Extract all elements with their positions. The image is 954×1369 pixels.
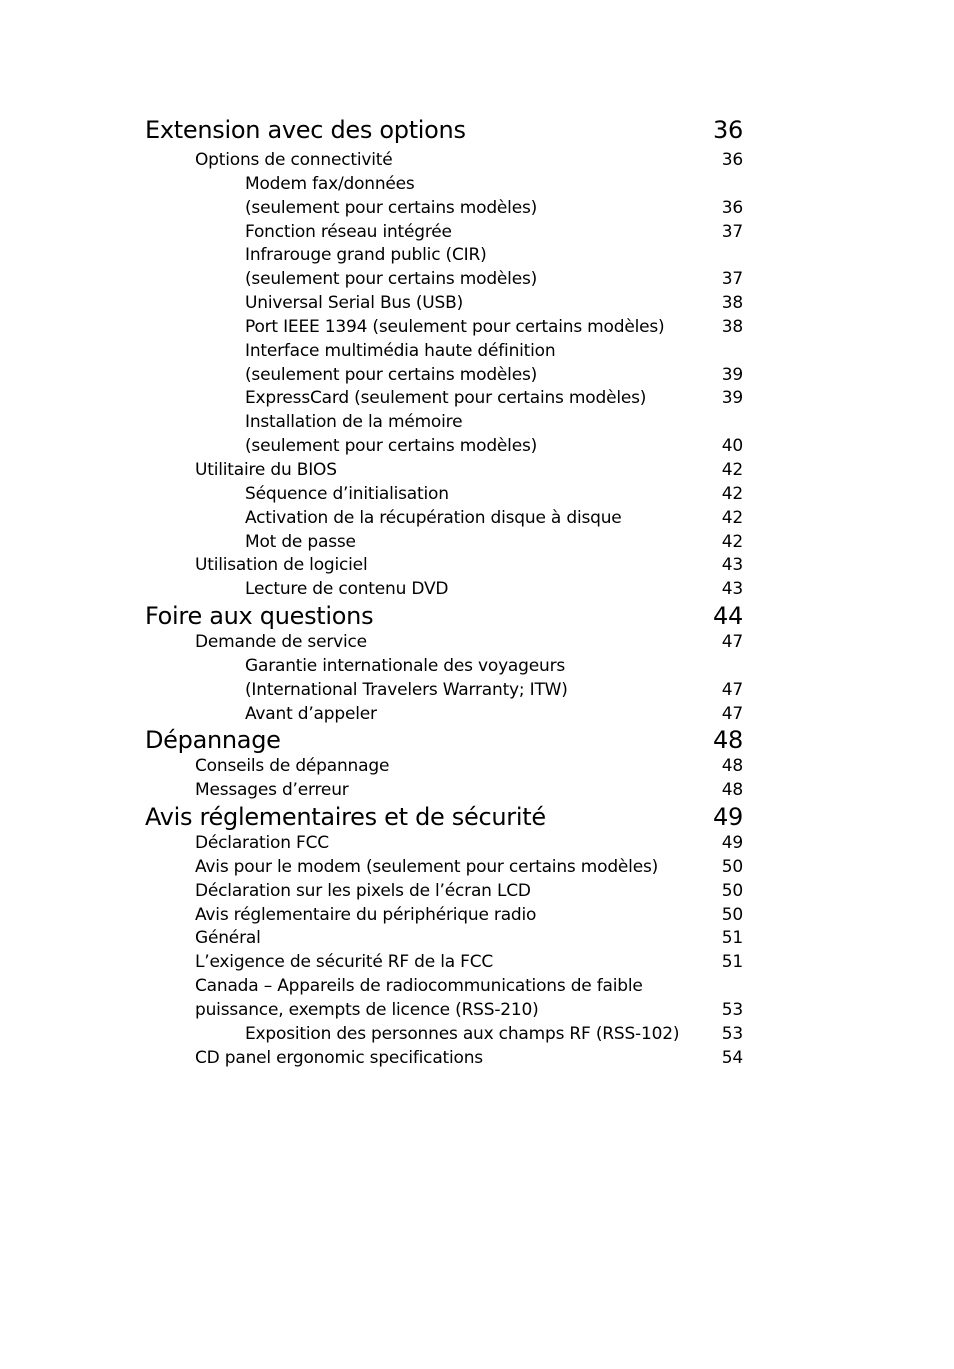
toc-entry[interactable]: [145, 483, 743, 507]
toc-entry[interactable]: [145, 507, 743, 531]
entry-title: Général: [195, 928, 261, 949]
page-number: 37: [721, 269, 743, 290]
entry-title: Conseils de dépannage: [195, 756, 390, 777]
entry-title: ExpressCard (seulement pour certains modèles): [245, 388, 647, 409]
page-number: 47: [721, 679, 743, 700]
entry-title: Déclaration sur les pixels de l’écran LCD: [195, 880, 531, 901]
entry-title: Canada – Appareils de radiocommunications de faible: [195, 976, 643, 997]
toc-entry[interactable]: [145, 340, 743, 364]
page-number: 54: [721, 1047, 743, 1068]
page-number: 47: [721, 632, 743, 653]
page-number: 51: [721, 952, 743, 973]
toc-section-heading[interactable]: [145, 602, 743, 631]
page-number: 49: [721, 833, 743, 854]
entry-title: Demande de service: [195, 632, 367, 653]
entry-title: (seulement pour certains modèles): [245, 364, 538, 385]
entry-title: Avant d’appeler: [245, 703, 377, 724]
page-number: 53: [721, 1000, 743, 1020]
page-number: 36: [721, 197, 743, 218]
toc-entry[interactable]: [145, 832, 743, 856]
entry-title: Avis pour le modem (seulement pour certains modèles): [195, 856, 659, 877]
entry-title: Interface multimédia haute définition: [245, 340, 556, 361]
entry-title: Exposition des personnes aux champs RF (RSS-102): [245, 1023, 680, 1044]
page-number: 43: [721, 579, 743, 600]
page-number: 37: [721, 221, 743, 242]
section-title: Avis réglementaires et de sécurité: [145, 803, 546, 832]
toc-entry[interactable]: [145, 316, 743, 340]
page-number: 47: [721, 703, 743, 724]
page-number: 39: [721, 364, 743, 385]
page-number: 36: [713, 116, 743, 144]
entry-title: Fonction réseau intégrée: [245, 221, 452, 242]
entry-title: Séquence d’initialisation: [245, 483, 449, 504]
entry-title: Mot de passe: [245, 531, 356, 552]
entry-title: (seulement pour certains modèles): [245, 436, 538, 457]
toc-section-heading[interactable]: [145, 116, 743, 149]
toc-entry[interactable]: [145, 387, 743, 411]
toc-entry[interactable]: [145, 927, 743, 951]
toc-entry[interactable]: [145, 221, 743, 245]
toc-entry[interactable]: [145, 1047, 743, 1071]
toc-entry[interactable]: [145, 578, 743, 602]
page-number: 38: [721, 293, 743, 314]
page-number: 48: [721, 756, 743, 777]
toc-entry[interactable]: [145, 435, 743, 459]
table-of-contents: [145, 116, 743, 1071]
page-number: 39: [721, 388, 743, 409]
page-number: 48: [721, 780, 743, 801]
toc-entry[interactable]: [145, 531, 743, 555]
section-title: Dépannage: [145, 726, 281, 755]
entry-title: (seulement pour certains modèles): [245, 197, 538, 218]
page-number: 53: [721, 1023, 743, 1044]
toc-entry[interactable]: [145, 904, 743, 928]
entry-title: Utilisation de logiciel: [195, 555, 368, 576]
toc-entry[interactable]: [145, 197, 743, 221]
section-title: Extension avec des options: [145, 116, 466, 144]
toc-section-heading[interactable]: [145, 726, 743, 755]
toc-entry[interactable]: [145, 779, 743, 803]
entry-title: Universal Serial Bus (USB): [245, 293, 464, 314]
page-number: 38: [721, 316, 743, 337]
entry-title: CD panel ergonomic specifications: [195, 1047, 483, 1068]
toc-entry[interactable]: [145, 411, 743, 435]
entry-title: Lecture de contenu DVD: [245, 579, 449, 600]
page-number: 36: [721, 150, 743, 170]
page-number: 40: [721, 436, 743, 457]
toc-section-heading[interactable]: [145, 803, 743, 832]
entry-title: puissance, exempts de licence (RSS-210): [195, 1000, 539, 1020]
toc-entry[interactable]: [145, 655, 743, 679]
entry-title: Infrarouge grand public (CIR): [245, 245, 487, 266]
toc-entry[interactable]: [145, 149, 743, 173]
toc-entry[interactable]: [145, 856, 743, 880]
page-number: 50: [721, 856, 743, 877]
entry-title: L’exigence de sécurité RF de la FCC: [195, 952, 494, 973]
entry-title: (seulement pour certains modèles): [245, 269, 538, 290]
page-number: 42: [721, 459, 743, 480]
entry-title: Port IEEE 1394 (seulement pour certains modèles): [245, 316, 665, 337]
entry-title: Messages d’erreur: [195, 780, 349, 801]
toc-entry[interactable]: [145, 244, 743, 268]
entry-title: Avis réglementaire du périphérique radio: [195, 904, 537, 925]
toc-entry[interactable]: [145, 364, 743, 388]
page-number: 43: [721, 555, 743, 576]
toc-entry[interactable]: [145, 1023, 743, 1047]
entry-title: Déclaration FCC: [195, 833, 329, 854]
entry-title: Utilitaire du BIOS: [195, 459, 337, 480]
page-number: 42: [721, 531, 743, 552]
toc-entry[interactable]: [145, 554, 743, 578]
toc-entry[interactable]: [145, 755, 743, 779]
page-number: 49: [713, 803, 743, 832]
toc-entry[interactable]: [145, 951, 743, 975]
entry-title: Garantie internationale des voyageurs: [245, 655, 566, 676]
toc-entry[interactable]: [145, 459, 743, 483]
page-number: 51: [721, 928, 743, 949]
page-number: 50: [721, 904, 743, 925]
toc-entry[interactable]: [145, 703, 743, 727]
page-number: 42: [721, 483, 743, 504]
toc-entry[interactable]: [145, 292, 743, 316]
toc-entry[interactable]: [145, 975, 743, 999]
page-number: 42: [721, 507, 743, 528]
toc-entry[interactable]: [145, 631, 743, 655]
entry-title: Modem fax/données: [245, 173, 415, 194]
section-title: Foire aux questions: [145, 602, 374, 631]
toc-entry[interactable]: [145, 268, 743, 292]
toc-entry[interactable]: [145, 679, 743, 703]
entry-title: Installation de la mémoire: [245, 412, 463, 433]
page-number: 44: [713, 602, 743, 631]
entry-title: Options de connectivité: [195, 150, 393, 170]
page-number: 48: [713, 726, 743, 755]
toc-entry[interactable]: [145, 173, 743, 197]
page-number: 50: [721, 880, 743, 901]
entry-title: Activation de la récupération disque à disque: [245, 507, 622, 528]
toc-entry[interactable]: [145, 880, 743, 904]
toc-entry[interactable]: [145, 999, 743, 1023]
entry-title: (International Travelers Warranty; ITW): [245, 679, 568, 700]
